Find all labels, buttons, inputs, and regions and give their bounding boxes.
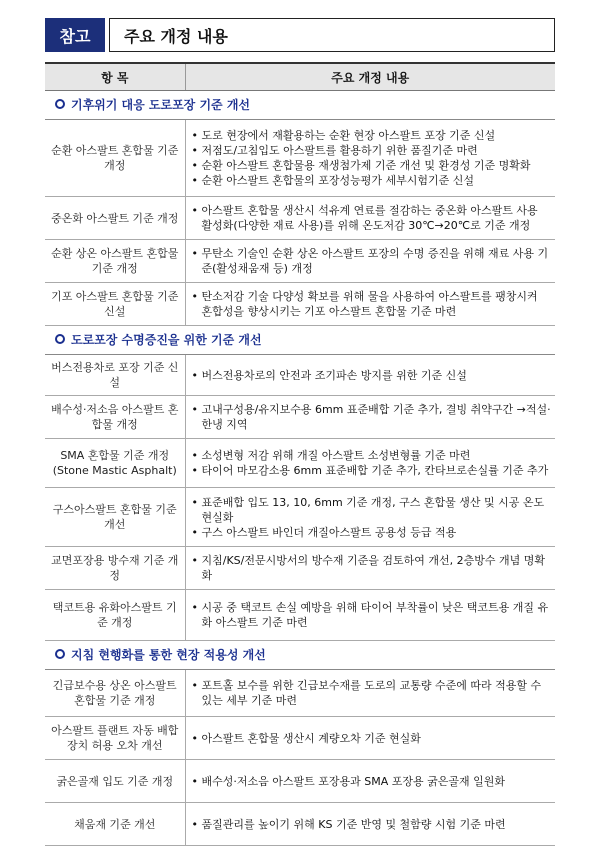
bullet-list: [192, 774, 552, 789]
content-cell: [185, 760, 555, 803]
circle-bullet-icon: [55, 99, 65, 109]
content-cell: [185, 670, 555, 717]
bullet-item: • 배수성·저소음 아스팔트 포장용과 SMA 포장용 굵은골재 일원화: [192, 774, 552, 789]
bullet-item: • 소성변형 저감 위해 개질 아스팔트 소성변형률 기준 마련: [192, 448, 552, 463]
bullet-list: [192, 600, 552, 630]
bullet-list: [192, 817, 552, 832]
column-header-content: 주요 개정 내용: [185, 63, 555, 91]
content-cell: [185, 803, 555, 846]
bullet-item: • 아스팔트 혼합물 생산시 계량오차 기준 현실화: [192, 731, 552, 746]
table-row: [45, 355, 555, 396]
bullet-list: [192, 553, 552, 583]
bullet-item: • 저점도/고침입도 아스팔트를 활용하기 위한 품질기준 마련: [192, 143, 552, 158]
item-cell: 순환 아스팔트 혼합물 기준 개정: [45, 120, 185, 197]
bullet-list: [192, 731, 552, 746]
page-title: 주요 개정 내용: [109, 18, 555, 52]
item-cell: 굵은골재 입도 기준 개정: [45, 760, 185, 803]
table-row: [45, 120, 555, 197]
table-row: [45, 439, 555, 488]
bullet-list: [192, 128, 552, 188]
item-cell: 긴급보수용 상온 아스팔트 혼합물 기준 개정: [45, 670, 185, 717]
bullet-item: • 버스전용차로의 안전과 조기파손 방지를 위한 기준 신설: [192, 368, 552, 383]
bullet-item: • 아스팔트 혼합물 생산시 석유계 연료를 절감하는 중온화 아스팔트 사용 활성화(다양한 재료 사용)를 위해 온도저감 30℃→20℃로 기준 개정: [192, 203, 552, 233]
table-row: [45, 717, 555, 760]
item-cell: 중온화 아스팔트 기준 개정: [45, 197, 185, 240]
table-row: [45, 396, 555, 439]
circle-bullet-icon: [55, 334, 65, 344]
section-header-row: [45, 326, 555, 355]
content-cell: [185, 120, 555, 197]
section-title: 도로포장 수명증진을 위한 기준 개선: [71, 332, 262, 347]
table-row: [45, 488, 555, 547]
bullet-item: • 순환 아스팔트 혼합물용 재생첨가제 기준 개선 및 환경성 기준 명확화: [192, 158, 552, 173]
content-cell: [185, 547, 555, 590]
bullet-item: • 고내구성용/유지보수용 6mm 표준배합 기준 추가, 결빙 취약구간 →적설·한냉 지역: [192, 402, 552, 432]
section-title-cell: [45, 641, 555, 670]
bullet-item: • 도로 현장에서 재활용하는 순환 현장 아스팔트 포장 기준 신설: [192, 128, 552, 143]
bullet-list: [192, 495, 552, 540]
section-title-cell: [45, 326, 555, 355]
column-header-item: 항 목: [45, 63, 185, 91]
bullet-item: • 구스 아스팔트 바인더 개질아스팔트 공용성 등급 적용: [192, 525, 552, 540]
bullet-item: • 지침/KS/전문시방서의 방수재 기준을 검토하여 개선, 2층방수 개념 명확화: [192, 553, 552, 583]
table-row: [45, 197, 555, 240]
item-cell: 순환 상온 아스팔트 혼합물 기준 개정: [45, 240, 185, 283]
table-row: [45, 590, 555, 641]
section-header-row: [45, 91, 555, 120]
content-cell: [185, 355, 555, 396]
content-cell: [185, 283, 555, 326]
table-row: [45, 670, 555, 717]
item-cell: 기포 아스팔트 혼합물 기준 신설: [45, 283, 185, 326]
item-cell: 버스전용차로 포장 기준 신설: [45, 355, 185, 396]
content-cell: [185, 240, 555, 283]
content-cell: [185, 197, 555, 240]
table-row: [45, 240, 555, 283]
bullet-item: • 타이어 마모감소용 6mm 표준배합 기준 추가, 칸타브로손실률 기준 추가: [192, 463, 552, 478]
section-header-row: [45, 641, 555, 670]
bullet-list: [192, 203, 552, 233]
table-row: [45, 760, 555, 803]
bullet-list: [192, 368, 552, 383]
item-cell: 배수성·저소음 아스팔트 혼합물 개정: [45, 396, 185, 439]
table-body: [45, 91, 555, 846]
content-cell: [185, 396, 555, 439]
bullet-item: • 시공 중 택코트 손실 예방을 위해 타이어 부착률이 낮은 택코트용 개질 유화 아스팔트 기준 마련: [192, 600, 552, 630]
item-cell: SMA 혼합물 기준 개정 (Stone Mastic Asphalt): [45, 439, 185, 488]
content-cell: [185, 717, 555, 760]
content-cell: [185, 488, 555, 547]
section-title-cell: [45, 91, 555, 120]
bullet-item: • 포트홀 보수를 위한 긴급보수재를 도로의 교통량 수준에 따라 적용할 수 있는 세부 기준 마련: [192, 678, 552, 708]
table-row: [45, 803, 555, 846]
bullet-list: [192, 678, 552, 708]
item-cell: 아스팔트 플랜트 자동 배합장치 허용 오차 개선: [45, 717, 185, 760]
item-cell: 택코트용 유화아스팔트 기준 개정: [45, 590, 185, 641]
bullet-list: [192, 246, 552, 276]
table-header-row: [45, 63, 555, 91]
bullet-list: [192, 448, 552, 478]
bullet-item: • 품질관리를 높이기 위해 KS 기준 반영 및 철함량 시험 기준 마련: [192, 817, 552, 832]
header: [45, 18, 555, 52]
bullet-item: • 순환 아스팔트 혼합물의 포장성능평가 세부시험기준 신설: [192, 173, 552, 188]
item-cell: 구스아스팔트 혼합물 기준 개선: [45, 488, 185, 547]
table-row: [45, 283, 555, 326]
circle-bullet-icon: [55, 649, 65, 659]
content-cell: [185, 439, 555, 488]
section-title: 지침 현행화를 통한 현장 적용성 개선: [71, 647, 266, 662]
bullet-item: • 무탄소 기술인 순환 상온 아스팔트 포장의 수명 증진을 위해 재료 사용 기준(활성채움재 등) 개정: [192, 246, 552, 276]
item-cell: 채움재 기준 개선: [45, 803, 185, 846]
bullet-list: [192, 402, 552, 432]
table-row: [45, 547, 555, 590]
bullet-item: • 탄소저감 기술 다양성 확보를 위해 물을 사용하여 아스팔트를 팽창시켜 혼합성을 향상시키는 기포 아스팔트 혼합물 기준 마련: [192, 289, 552, 319]
reference-tag: 참고: [45, 18, 105, 52]
bullet-item: • 표준배합 입도 13, 10, 6mm 기준 개정, 구스 혼합물 생산 및 시공 온도 현실화: [192, 495, 552, 525]
bullet-list: [192, 289, 552, 319]
item-cell: 교면포장용 방수재 기준 개정: [45, 547, 185, 590]
section-title: 기후위기 대응 도로포장 기준 개선: [71, 97, 251, 112]
revision-table: [45, 62, 555, 846]
content-cell: [185, 590, 555, 641]
